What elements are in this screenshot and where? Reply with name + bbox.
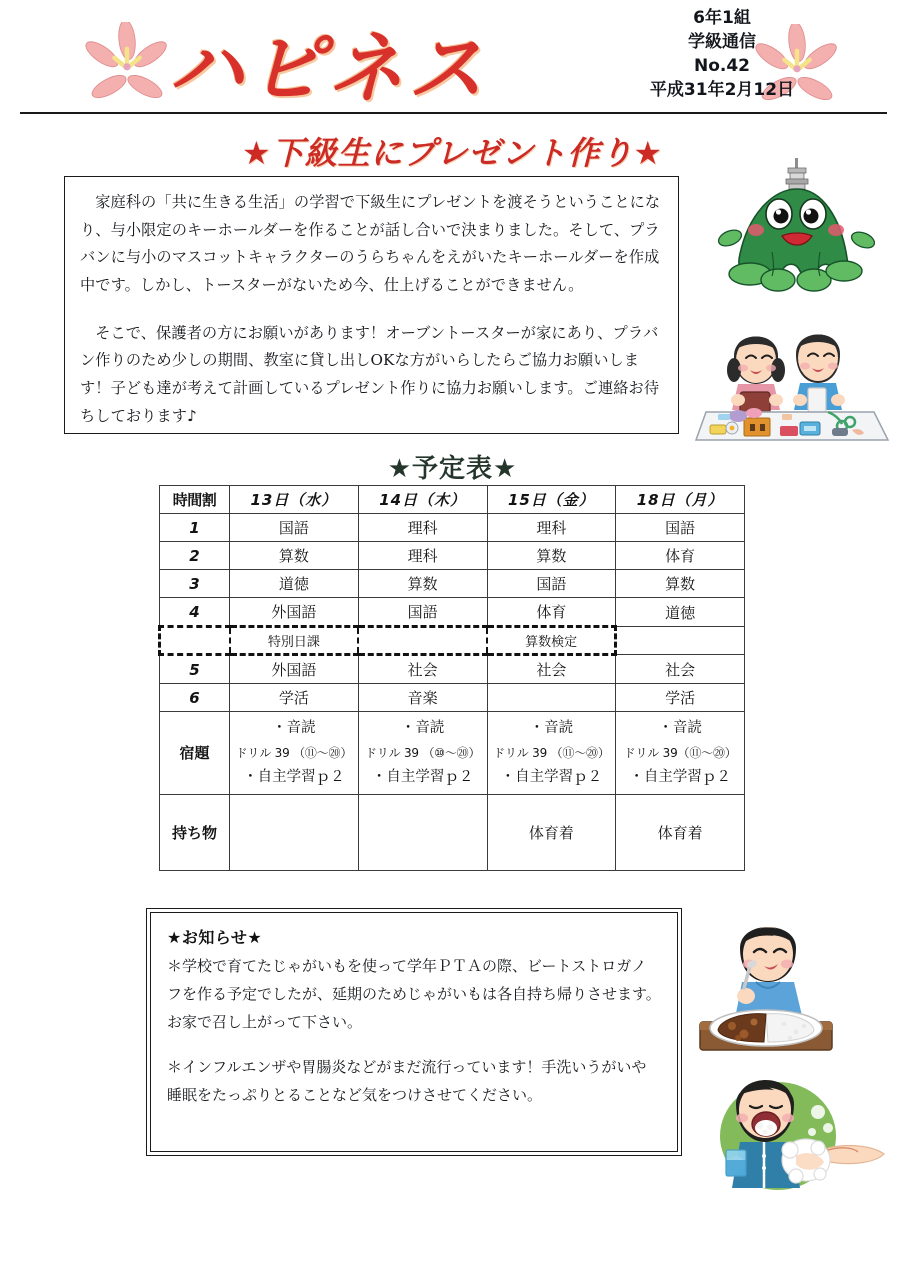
special-schedule-row xyxy=(160,627,745,655)
homework-line: ドリル 39 （⑩～⑳） xyxy=(364,745,481,760)
cell: 国語 xyxy=(358,598,487,627)
flower-icon xyxy=(82,22,172,108)
homework-row xyxy=(160,712,745,795)
table-header-row xyxy=(160,486,745,514)
article-paragraph-1: 家庭科の「共に生きる生活」の学習で下級生にプレゼントを渡そうということになり、与小限定のキーホールダーを作ることが話し合いで決まりました。そして、プラバンに与小のマスコットキャラクターのうらちゃんをえがいたキーホールダーを作成中です。しかし、トースターがないため今、仕上げることができません。 xyxy=(80,193,661,294)
cell: 理科 xyxy=(358,514,487,542)
bring-cell xyxy=(230,794,359,870)
period-label: 1 xyxy=(160,514,230,542)
header-day-3: 15日（金） xyxy=(487,486,616,514)
issue-number: No.42 xyxy=(693,56,751,77)
period-label: 5 xyxy=(160,655,230,684)
issue-date: 平成31年2月12日 xyxy=(649,80,795,101)
special-period xyxy=(160,627,230,655)
ura-chan-mascot-illustration xyxy=(700,152,900,302)
homework-line: ・自主学習ｐ２ xyxy=(371,769,474,785)
cell: 算数 xyxy=(230,542,359,570)
cell: 社会 xyxy=(487,655,616,684)
homework-line: ・音読 xyxy=(272,720,316,736)
cell: 体育 xyxy=(616,542,745,570)
period-label: 4 xyxy=(160,598,230,627)
notice-box xyxy=(150,912,678,1152)
cell: 算数 xyxy=(487,542,616,570)
header-timetable: 時間割 xyxy=(160,486,230,514)
boy-eating-curry-rice-illustration xyxy=(686,912,892,1064)
cell: 社会 xyxy=(616,655,745,684)
article-body-box xyxy=(64,176,679,434)
period-label: 2 xyxy=(160,542,230,570)
table-row xyxy=(160,598,745,627)
header-day-1: 13日（水） xyxy=(230,486,359,514)
cell: 外国語 xyxy=(230,655,359,684)
cell: 道徳 xyxy=(230,570,359,598)
homework-line: ・音読 xyxy=(529,720,574,736)
newsletter-kind: 学級通信 xyxy=(688,32,756,53)
table-row xyxy=(160,542,745,570)
cell: 理科 xyxy=(487,514,616,542)
boy-gargling-handwashing-illustration xyxy=(678,1062,890,1214)
children-making-crafts-illustration xyxy=(692,300,900,448)
notice-item-1: ＊学校で育てたじゃがいもを使って学年ＰＴＡの際、ビートストロガノフを作る予定でしたが、延期のためじゃがいもは各自持ち帰りさせます。お家で召し上がって下さい。 xyxy=(167,957,661,1032)
homework-line: ドリル 39 （⑪～⑳） xyxy=(235,745,353,760)
period-label: 3 xyxy=(160,570,230,598)
cell: 社会 xyxy=(358,655,487,684)
article-paragraph-2: そこで、保護者の方にお願いがあります！オーブントースターが家にあり、プラバン作りのため少しの期間、教室に貸し出しOKな方がいらしたらご協力お願いします！子ども達が考えて計画しているプレゼント作りに協力お願いします。ご連絡お待ちしております♪ xyxy=(80,323,660,425)
cell: 外国語 xyxy=(230,598,359,627)
cell: 学活 xyxy=(230,684,359,712)
homework-line: ドリル 39 （⑪～⑳） xyxy=(493,745,610,760)
cell xyxy=(487,684,616,712)
cell: 国語 xyxy=(230,514,359,542)
table-row xyxy=(160,655,745,684)
cell: 道徳 xyxy=(616,598,745,627)
special-cell xyxy=(358,627,487,655)
bring-row xyxy=(160,794,745,870)
cell: 算数 xyxy=(358,570,487,598)
homework-line: ドリル 39（⑪～⑳） xyxy=(623,745,737,760)
cell: 学活 xyxy=(616,684,745,712)
homework-label: 宿題 xyxy=(160,712,230,795)
special-cell: 特別日課 xyxy=(230,627,359,655)
header-day-4: 18日（月） xyxy=(616,486,745,514)
special-cell xyxy=(616,627,745,655)
masthead xyxy=(0,0,905,118)
schedule-title: ★予定表★ xyxy=(387,454,518,484)
bring-cell xyxy=(358,794,487,870)
cell: 国語 xyxy=(487,570,616,598)
masthead-title: ハピネス xyxy=(168,24,488,113)
table-row xyxy=(160,684,745,712)
special-cell: 算数検定 xyxy=(487,627,616,655)
cell: 音楽 xyxy=(358,684,487,712)
homework-cell xyxy=(487,712,616,795)
notice-title: ★お知らせ★ xyxy=(167,928,263,947)
bring-label: 持ち物 xyxy=(160,794,230,870)
masthead-info xyxy=(607,6,837,103)
bring-cell: 体育着 xyxy=(487,794,616,870)
homework-line: ・音読 xyxy=(658,720,702,736)
article-title: ★下級生にプレゼント作り★ xyxy=(241,134,664,172)
homework-line: ・自主学習ｐ２ xyxy=(629,769,731,785)
table-row xyxy=(160,570,745,598)
period-label: 6 xyxy=(160,684,230,712)
table-row xyxy=(160,514,745,542)
homework-cell xyxy=(230,712,359,795)
cell: 国語 xyxy=(616,514,745,542)
homework-cell xyxy=(358,712,487,795)
homework-line: ・自主学習ｐ２ xyxy=(243,769,345,785)
homework-line: ・自主学習ｐ２ xyxy=(500,769,603,785)
homework-cell xyxy=(616,712,745,795)
header-day-2: 14日（木） xyxy=(358,486,487,514)
cell: 理科 xyxy=(358,542,487,570)
cell: 体育 xyxy=(487,598,616,627)
masthead-divider xyxy=(20,112,887,114)
notice-item-2: ＊インフルエンザや胃腸炎などがまだ流行っています！手洗いうがいや睡眠をたっぷりとることなど気をつけさせてください。 xyxy=(167,1057,647,1104)
bring-cell: 体育着 xyxy=(616,794,745,870)
class-name: 6年1組 xyxy=(693,8,751,28)
cell: 算数 xyxy=(616,570,745,598)
schedule-table xyxy=(158,485,745,871)
schedule-table-wrap xyxy=(158,485,743,871)
homework-line: ・音読 xyxy=(400,720,445,736)
